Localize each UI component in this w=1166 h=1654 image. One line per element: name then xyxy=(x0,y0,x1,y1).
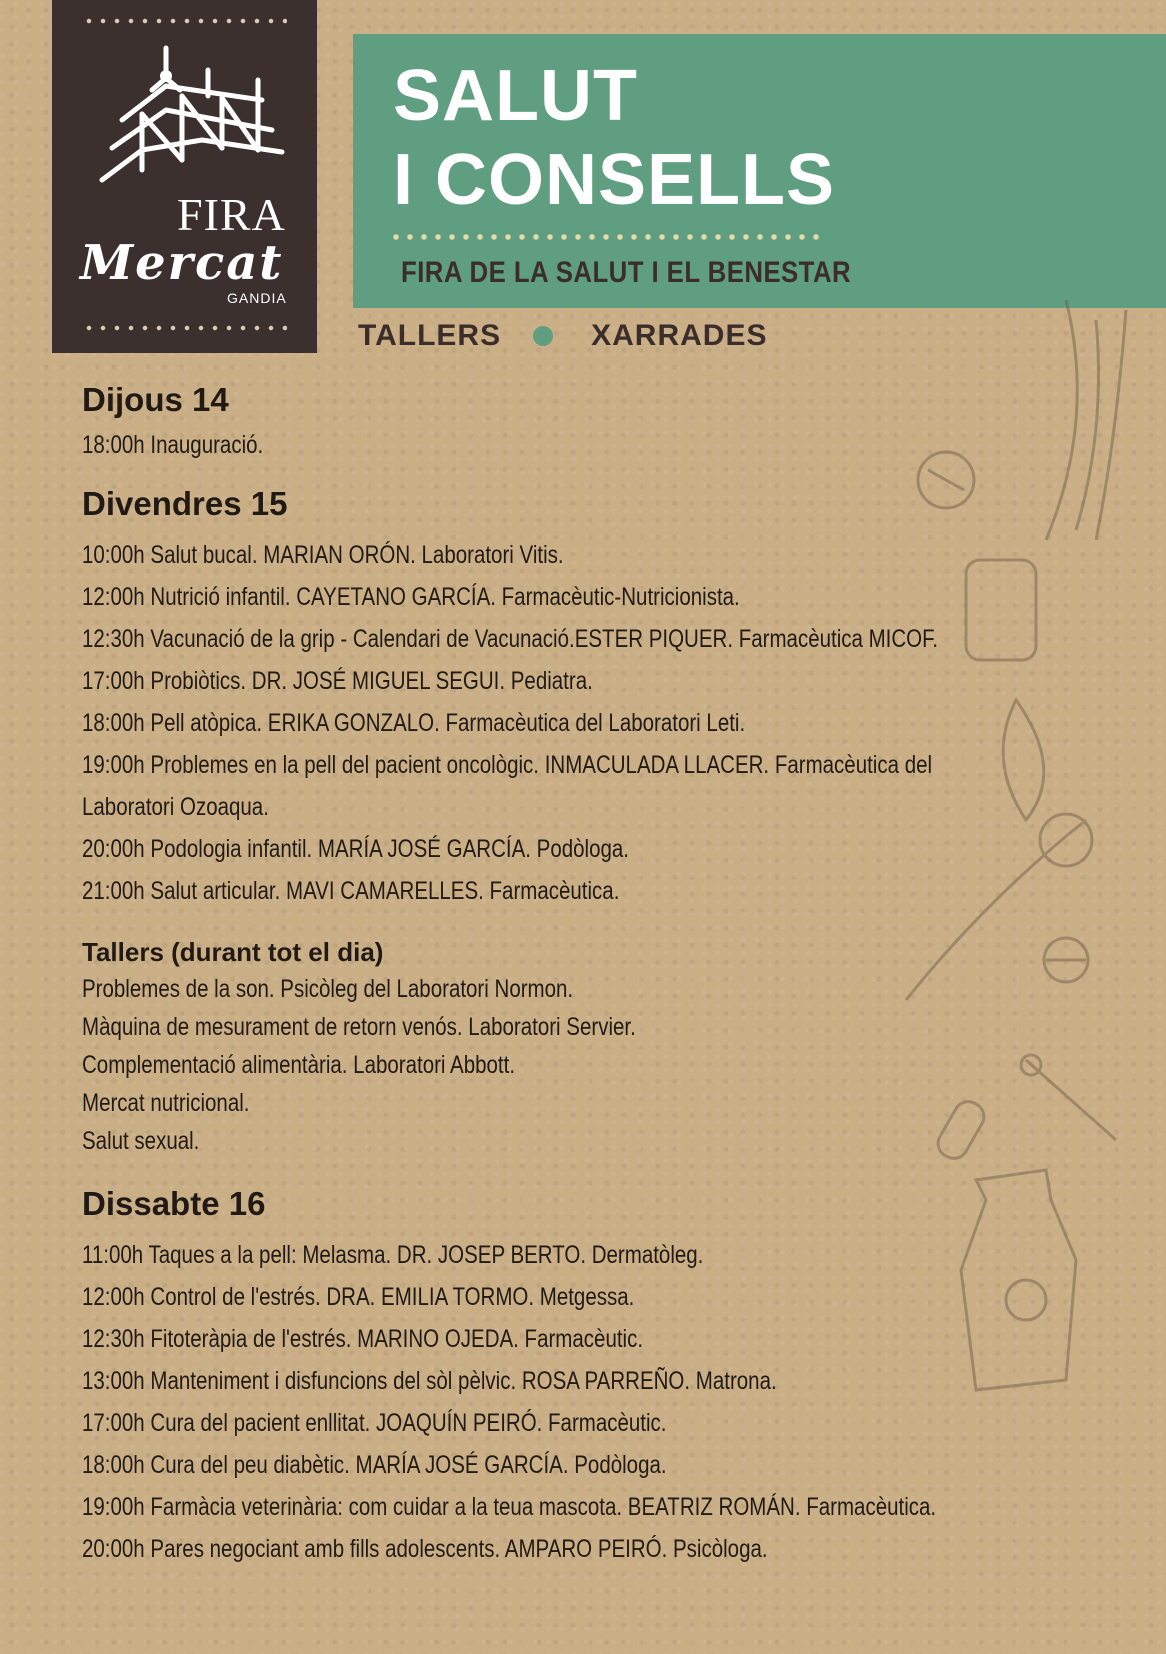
day-heading: Dijous 14 xyxy=(82,381,229,418)
tag-tallers: TALLERS xyxy=(358,319,502,352)
day-heading: Dissabte 16 xyxy=(82,1185,266,1222)
fira-mercat-logo xyxy=(52,0,317,353)
schedule xyxy=(82,380,1142,1570)
subtitle: FIRA DE LA SALUT I EL BENESTAR xyxy=(401,256,852,289)
logo-fira-text: FIRA xyxy=(177,189,286,240)
event-item: 12:30h Vacunació de la grip - Calendari de Vacunació.ESTER PIQUER. Farmacèutica MICOF. xyxy=(82,625,939,653)
title-line-2: I CONSELLS xyxy=(393,140,836,220)
event-item: 20:00h Pares negociant amb fills adolescents. AMPARO PEIRÓ. Psicòloga. xyxy=(82,1535,768,1563)
workshops-heading: Tallers (durant tot el dia) xyxy=(82,937,384,967)
event-list xyxy=(82,1234,1142,1570)
event-item: 19:00h Problemes en la pell del pacient oncològic. INMACULADA LLACER. Farmacèutica del Laboratori Ozoaqua. xyxy=(82,751,933,821)
tag-xarrades: XARRADES xyxy=(591,319,768,352)
event-item: 18:00h Pell atòpica. ERIKA GONZALO. Farmacèutica del Laboratori Leti. xyxy=(82,709,746,737)
logo-city-text: GANDIA xyxy=(227,290,287,306)
event-item: 13:00h Manteniment i disfuncions del sòl pèlvic. ROSA PARREÑO. Matrona. xyxy=(82,1367,777,1395)
event-item: 19:00h Farmàcia veterinària: com cuidar a la teua mascota. BEATRIZ ROMÁN. Farmacèutica. xyxy=(82,1493,937,1521)
workshop-item: Màquina de mesurament de retorn venós. Laboratori Servier. xyxy=(82,1013,636,1041)
day-heading: Divendres 15 xyxy=(82,485,288,522)
event-item: 11:00h Taques a la pell: Melasma. DR. JOSEP BERTO. Dermatòleg. xyxy=(82,1241,704,1269)
event-item: 17:00h Probiòtics. DR. JOSÉ MIGUEL SEGUI. Pediatra. xyxy=(82,667,593,695)
workshop-item: Complementació alimentària. Laboratori Abbott. xyxy=(82,1051,516,1079)
workshop-list xyxy=(82,970,1142,1160)
logo-dots-top xyxy=(82,18,287,24)
event-item: 12:00h Nutrició infantil. CAYETANO GARCÍA. Farmacèutic-Nutricionista. xyxy=(82,583,740,611)
event-item: 17:00h Cura del pacient enllitat. JOAQUÍN PEIRÓ. Farmacèutic. xyxy=(82,1409,667,1437)
event-item: 12:30h Fitoteràpia de l'estrés. MARINO OJEDA. Farmacèutic. xyxy=(82,1325,644,1353)
event-item: 21:00h Salut articular. MAVI CAMARELLES. Farmacèutica. xyxy=(82,877,620,905)
event-item: 10:00h Salut bucal. MARIAN ORÓN. Laboratori Vitis. xyxy=(82,541,564,569)
logo-mercat-text: Mercat xyxy=(80,235,284,291)
title-line-1: SALUT xyxy=(393,56,638,136)
workshop-item: Mercat nutricional. xyxy=(82,1089,250,1117)
workshop-item: Salut sexual. xyxy=(82,1127,200,1155)
tag-separator-dot xyxy=(533,326,553,346)
title-band xyxy=(353,34,1166,308)
event-item: 18:00h Inauguració. xyxy=(82,431,264,459)
title-dots xyxy=(389,234,825,240)
logo-dots-bottom xyxy=(82,325,287,331)
tags-row xyxy=(358,316,767,356)
market-building-icon xyxy=(82,40,292,190)
event-list xyxy=(82,534,1142,912)
workshop-item: Problemes de la son. Psicòleg del Laboratori Normon. xyxy=(82,975,574,1003)
event-list xyxy=(82,424,1142,466)
event-item: 20:00h Podologia infantil. MARÍA JOSÉ GARCÍA. Podòloga. xyxy=(82,835,629,863)
event-item: 12:00h Control de l'estrés. DRA. EMILIA TORMO. Metgessa. xyxy=(82,1283,635,1311)
event-item: 18:00h Cura del peu diabètic. MARÍA JOSÉ GARCÍA. Podòloga. xyxy=(82,1451,667,1479)
